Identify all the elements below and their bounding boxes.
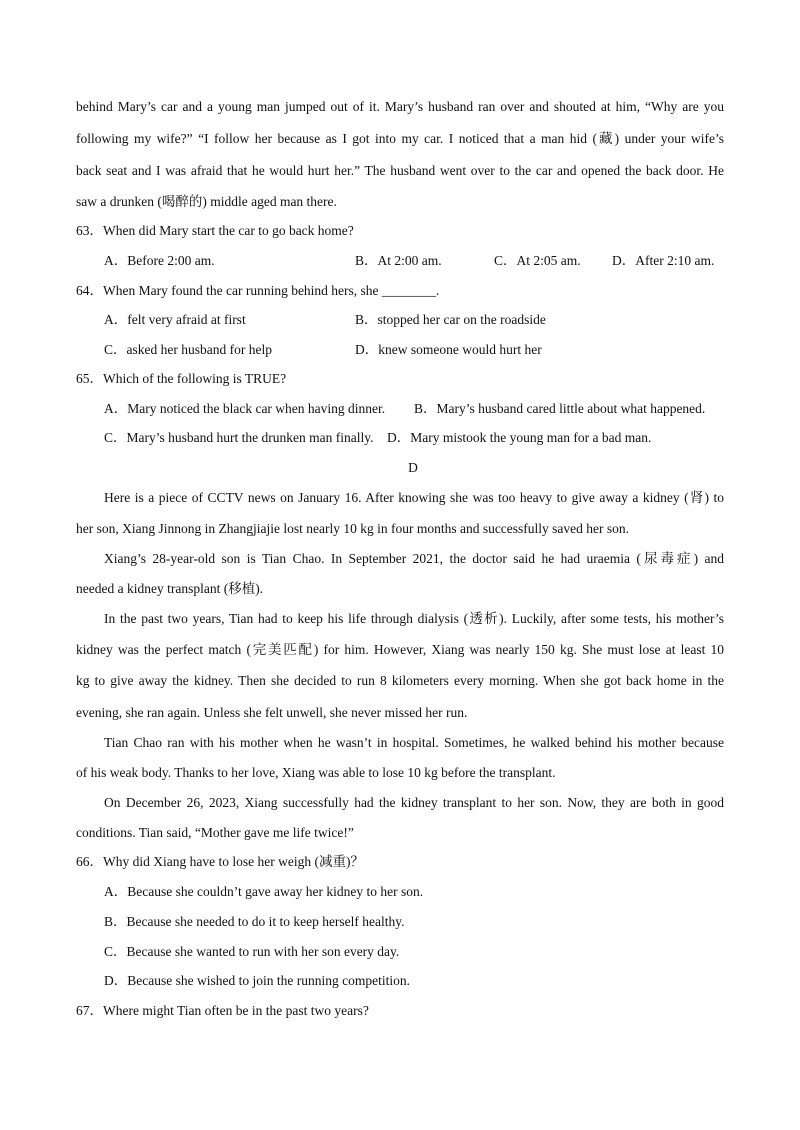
- question-65-stem: 65．Which of the following is TRUE?: [76, 371, 287, 386]
- passage-d-line: conditions. Tian said, “Mother gave me life twice!”: [76, 825, 354, 840]
- question-64-stem: 64．When Mary found the car running behind hers, she ________.: [76, 283, 440, 298]
- question-64-option-d[interactable]: D．knew someone would hurt her: [355, 342, 542, 357]
- question-64-option-b[interactable]: B．stopped her car on the roadside: [355, 312, 546, 327]
- question-66-option-a[interactable]: A．Because she couldn’t gave away her kidney to her son.: [104, 884, 424, 899]
- passage-c-line: behind Mary’s car and a young man jumped out of it. Mary’s husband ran over and shouted at him, “Why are you: [76, 99, 724, 114]
- question-67-stem: 67．Where might Tian often be in the past two years?: [76, 1003, 369, 1018]
- question-66-option-d[interactable]: D．Because she wished to join the running competition.: [104, 973, 410, 988]
- question-63-option-d[interactable]: D．After 2:10 am.: [612, 253, 715, 268]
- passage-d-line: In the past two years, Tian had to keep his life through dialysis (透析). Luckily, after some tests, his mother’s: [104, 611, 724, 626]
- passage-d-line: her son, Xiang Jinnong in Zhangjiajie lost nearly 10 kg in four months and successfully saved her son.: [76, 521, 630, 536]
- passage-c-line: following my wife?” “I follow her because as I got into my car. I noticed that a man hid (藏) under your wife’s: [76, 131, 724, 146]
- question-66-option-c[interactable]: C．Because she wanted to run with her son every day.: [104, 944, 400, 959]
- question-63-stem: 63．When did Mary start the car to go back home?: [76, 223, 354, 238]
- passage-d-line: Tian Chao ran with his mother when he wasn’t in hospital. Sometimes, he walked behind his mother because: [104, 735, 724, 750]
- passage-c-line: back seat and I was afraid that he would hurt her.” The husband went over to the car and opened the back door. He: [76, 163, 724, 178]
- section-d-heading: D: [408, 460, 418, 475]
- passage-c-line: saw a drunken (喝醉的) middle aged man there.: [76, 194, 337, 209]
- question-65-option-b[interactable]: B．Mary’s husband cared little about what happened.: [414, 401, 706, 416]
- question-64-option-a[interactable]: A．felt very afraid at first: [104, 312, 246, 327]
- question-63-option-a[interactable]: A．Before 2:00 am.: [104, 253, 215, 268]
- passage-d-line: Here is a piece of CCTV news on January 16. After knowing she was too heavy to give away a kidney (肾) to: [104, 490, 724, 505]
- question-64-option-c[interactable]: C．asked her husband for help: [104, 342, 272, 357]
- passage-d-line: needed a kidney transplant (移植).: [76, 581, 264, 596]
- question-65-option-d[interactable]: D．Mary mistook the young man for a bad man.: [387, 430, 652, 445]
- question-63-option-b[interactable]: B．At 2:00 am.: [355, 253, 442, 268]
- question-63-option-c[interactable]: C．At 2:05 am.: [494, 253, 581, 268]
- passage-d-line: evening, she ran again. Unless she felt unwell, she never missed her run.: [76, 705, 468, 720]
- passage-d-line: kg to give away the kidney. Then she decided to run 8 kilometers every morning. When she got back home in the: [76, 673, 724, 688]
- passage-d-line: On December 26, 2023, Xiang successfully had the kidney transplant to her son. Now, they are both in good: [104, 795, 724, 810]
- passage-d-line: Xiang’s 28-year-old son is Tian Chao. In September 2021, the doctor said he had uraemia (尿毒症) and: [104, 551, 724, 566]
- passage-d-line: kidney was the perfect match (完美匹配) for him. However, Xiang was nearly 150 kg. She must lose at least 10: [76, 642, 724, 657]
- question-66-option-b[interactable]: B．Because she needed to do it to keep herself healthy.: [104, 914, 405, 929]
- question-65-option-c[interactable]: C．Mary’s husband hurt the drunken man finally.: [104, 430, 374, 445]
- question-65-option-a[interactable]: A．Mary noticed the black car when having dinner.: [104, 401, 386, 416]
- question-66-stem: 66．Why did Xiang have to lose her weigh (减重)？: [76, 854, 364, 869]
- passage-d-line: of his weak body. Thanks to her love, Xiang was able to lose 10 kg before the transplant.: [76, 765, 556, 780]
